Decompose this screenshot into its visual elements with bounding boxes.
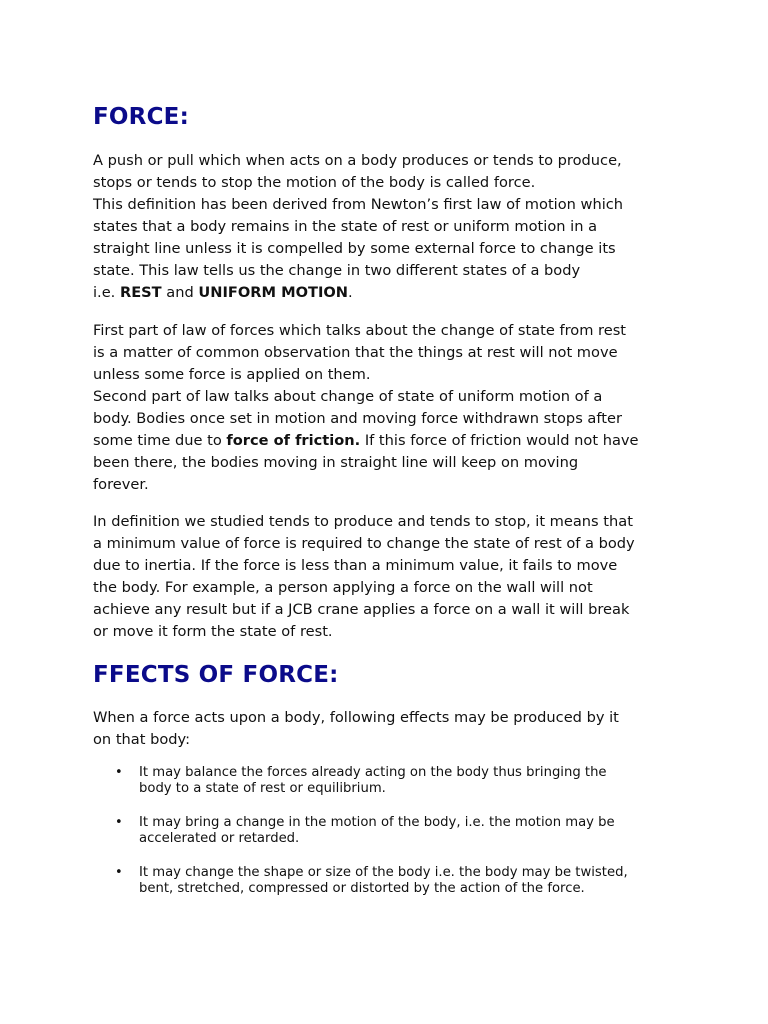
text-line: forever. [93, 476, 149, 493]
text-fragment: . [348, 284, 353, 301]
text-line: bent, stretched, compressed or distorted by the action of the force. [139, 881, 585, 896]
text-line: states that a body remains in the state of rest or uniform motion in a [93, 218, 598, 235]
list-item [93, 765, 693, 797]
text-line: In definition we studied tends to produce and tends to stop, it means that [93, 513, 633, 530]
text-line: unless some force is applied on them. [93, 366, 371, 383]
paragraph-effects-intro [93, 707, 683, 751]
bold-term-uniform-motion: UNIFORM MOTION [198, 284, 349, 301]
text-fragment: i.e. [93, 284, 120, 301]
text-line: body. Bodies once set in motion and moving force withdrawn stops after [93, 410, 622, 427]
text-fragment: some time due to [93, 432, 227, 449]
text-line: Second part of law talks about change of state of uniform motion of a [93, 388, 603, 405]
text-line: on that body: [93, 731, 191, 748]
paragraph-inertia [93, 511, 683, 643]
list-item [93, 815, 693, 847]
text-line: or move it form the state of rest. [93, 623, 333, 640]
paragraph-definition [93, 150, 683, 304]
text-line: body to a state of rest or equilibrium. [139, 781, 386, 796]
text-line: straight line unless it is compelled by some external force to change its [93, 240, 616, 257]
text-line: accelerated or retarded. [139, 831, 300, 846]
text-line: the body. For example, a person applying a force on the wall will not [93, 579, 593, 596]
heading-force: FORCE: [93, 104, 189, 130]
bullet-icon: • [115, 865, 123, 880]
text-line: It may balance the forces already acting on the body thus bringing the [139, 765, 607, 780]
text-line: achieve any result but if a JCB crane applies a force on a wall it will break [93, 601, 630, 618]
bullet-icon: • [115, 815, 123, 830]
text-line: This definition has been derived from Newton’s first law of motion which [93, 196, 624, 213]
heading-effects-of-force: FFECTS OF FORCE: [93, 662, 339, 688]
bold-term-force-of-friction: force of friction. [226, 432, 361, 449]
text-line: is a matter of common observation that the things at rest will not move [93, 344, 618, 361]
text-line: It may change the shape or size of the body i.e. the body may be twisted, [139, 865, 628, 880]
bold-term-rest: REST [119, 284, 162, 301]
text-line: When a force acts upon a body, following effects may be produced by it [93, 709, 619, 726]
effects-list [93, 765, 693, 915]
text-fragment: If this force of friction would not have [360, 432, 639, 449]
text-line: state. This law tells us the change in two different states of a body [93, 262, 581, 279]
text-line: due to inertia. If the force is less than a minimum value, it fails to move [93, 557, 618, 574]
paragraph-law-parts [93, 320, 683, 496]
list-item [93, 865, 693, 897]
text-line: been there, the bodies moving in straight line will keep on moving [93, 454, 579, 471]
text-line: It may bring a change in the motion of the body, i.e. the motion may be [139, 815, 615, 830]
text-line: a minimum value of force is required to change the state of rest of a body [93, 535, 635, 552]
text-line: stops or tends to stop the motion of the body is called force. [93, 174, 536, 191]
bullet-icon: • [115, 765, 123, 780]
text-fragment: and [161, 284, 199, 301]
text-line: First part of law of forces which talks about the change of state from rest [93, 322, 627, 339]
text-line: A push or pull which when acts on a body produces or tends to produce, [93, 152, 622, 169]
